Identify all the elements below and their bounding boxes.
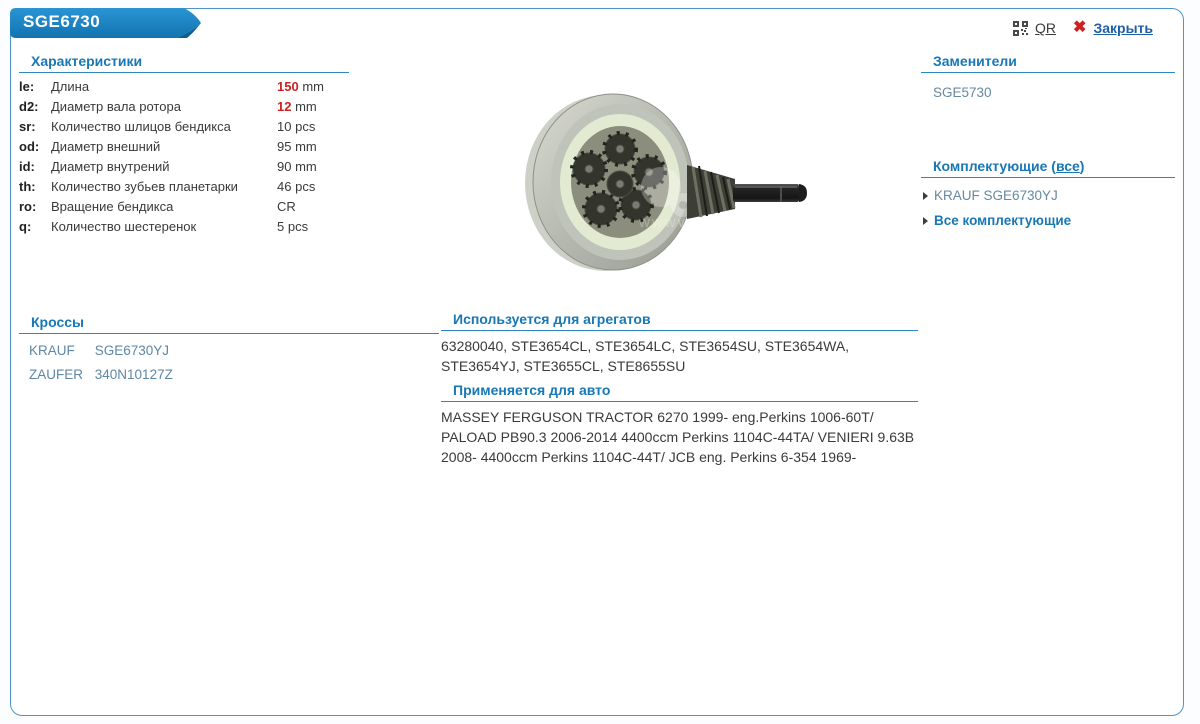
characteristics-title: Характеристики (19, 53, 349, 73)
char-code: th: (19, 179, 36, 194)
header-controls (1013, 20, 1153, 36)
table-row (19, 137, 349, 157)
table-row (19, 177, 349, 197)
product-photo (521, 87, 821, 282)
char-value: 10 (277, 119, 292, 134)
characteristics-section (19, 53, 349, 237)
char-label: Диаметр вала ротора (51, 99, 181, 114)
cross-number: SGE6730YJ (94, 343, 170, 358)
component-label: KRAUF SGE6730YJ (934, 188, 1058, 203)
char-code: q: (19, 219, 32, 234)
table-row (19, 157, 349, 177)
char-value: 95 (277, 139, 292, 154)
table-row (19, 97, 349, 117)
char-value: CR (277, 199, 296, 214)
char-unit: pcs (295, 179, 316, 194)
components-all-link[interactable]: все (1055, 158, 1080, 174)
char-value: 90 (277, 159, 292, 174)
char-label: Количество шлицов бендикса (51, 119, 231, 134)
char-code: sr: (19, 119, 36, 134)
components-title: Комплектующие (все) (921, 158, 1175, 178)
characteristics-table (19, 77, 349, 237)
crosses-title: Кроссы (19, 314, 439, 334)
char-unit: mm (295, 159, 317, 174)
triangle-bullet-icon (923, 192, 928, 200)
char-label: Количество зубьев планетарки (51, 179, 238, 194)
char-value: 12 (277, 99, 292, 114)
char-label: Диаметр внешний (51, 139, 161, 154)
component-link[interactable] (923, 188, 1175, 203)
table-row (19, 117, 349, 137)
char-unit: pcs (295, 119, 316, 134)
triangle-bullet-icon (923, 217, 928, 225)
right-column (921, 53, 1175, 228)
char-code: od: (19, 139, 40, 154)
char-label: Вращение бендикса (51, 199, 174, 214)
char-unit: mm (302, 79, 324, 94)
char-code: id: (19, 159, 35, 174)
table-row (19, 217, 349, 237)
char-label: Диаметр внутрений (51, 159, 170, 174)
close-link[interactable]: Закрыть (1093, 20, 1153, 36)
applications-column (441, 311, 918, 467)
cross-link[interactable] (29, 367, 439, 382)
char-code: le: (19, 79, 35, 94)
table-row (19, 77, 349, 97)
char-unit: mm (295, 99, 317, 114)
char-unit: mm (295, 139, 317, 154)
svg-text:wwwv: wwwv (639, 214, 687, 231)
components-section (921, 158, 1175, 228)
char-value: 5 (277, 219, 285, 234)
char-unit: pcs (287, 219, 309, 234)
crosses-section (19, 314, 439, 382)
cross-brand: ZAUFER (29, 367, 83, 382)
vehicles-title: Применяется для авто (441, 382, 918, 402)
substitute-link[interactable]: SGE5730 (933, 85, 992, 100)
components-title-text: Комплектующие (933, 158, 1048, 174)
qr-icon (1013, 21, 1028, 36)
char-code: ro: (19, 199, 37, 214)
cross-number: 340N10127Z (94, 367, 173, 382)
cross-link[interactable] (29, 343, 439, 358)
close-icon: ✖ (1073, 19, 1087, 36)
qr-link[interactable]: QR (1035, 20, 1057, 36)
char-label: Количество шестеренок (51, 219, 197, 234)
all-components-link[interactable] (923, 213, 1175, 228)
substitutes-title: Заменители (921, 53, 1175, 73)
units-title: Используется для агрегатов (441, 311, 918, 331)
char-code: d2: (19, 99, 39, 114)
table-row (19, 197, 349, 217)
part-number-ribbon (10, 8, 202, 38)
page-title: SGE6730 (23, 12, 101, 31)
cross-brand: KRAUF (29, 343, 75, 358)
char-value: 46 (277, 179, 292, 194)
part-card (10, 8, 1184, 716)
gear-assembly-image (521, 87, 821, 282)
component-label: Все комплектующие (934, 213, 1072, 228)
units-text: 63280040, STE3654CL, STE3654LC, STE3654SU, STE3654WA, STE3654YJ, STE3655CL, STE8655SU (441, 338, 850, 374)
char-label: Длина (51, 79, 90, 94)
vehicles-text: MASSEY FERGUSON TRACTOR 6270 1999- eng.Perkins 1006-60T/ PALOAD PB90.3 2006-2014 4400ccm Perkins 1104C-44TA/ VENIERI 9.63B 2008- 4400ccm Perkins 1104C-44T/ JCB eng. Perkins 6-354 1969- (441, 409, 915, 465)
char-value: 150 (277, 79, 299, 94)
